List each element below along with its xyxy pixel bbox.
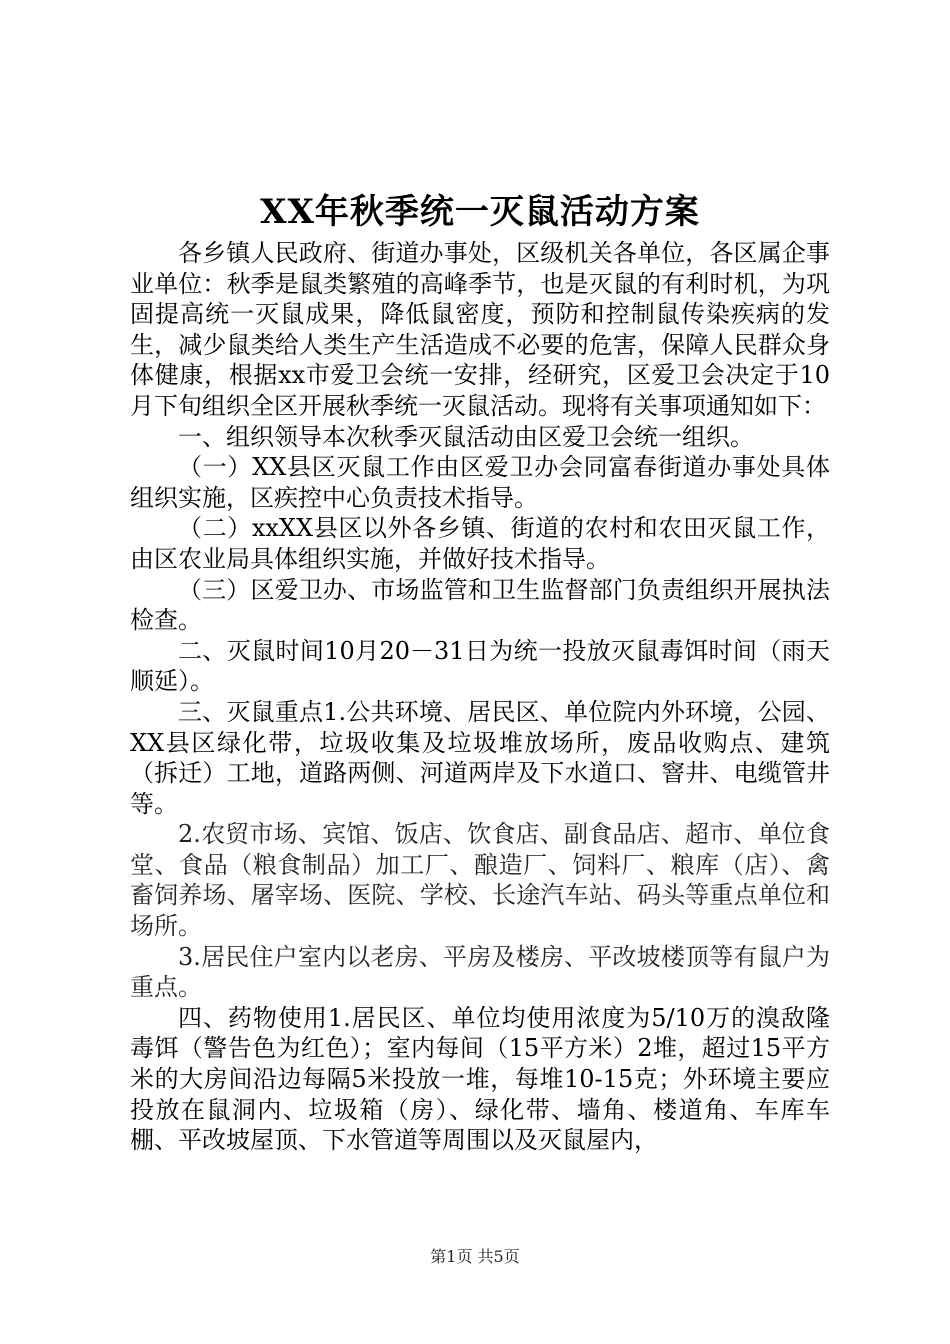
paragraph-section-3-2: 2.农贸市场、宾馆、饭店、饮食店、副食品店、超市、单位食堂、食品（粮食制品）加工厂、酿造厂、饲料厂、粮库（店）、禽畜饲养场、屠宰场、医院、学校、长途汽车站、码头等重点单位和场所。: [130, 820, 830, 941]
document-page: [130, 190, 830, 1156]
page-footer: 第1页 共5页: [430, 1247, 520, 1266]
paragraph-section-1-2: （二）xxXX县区以外各乡镇、街道的农村和农田灭鼠工作，由区农业局具体组织实施，并做好技术指导。: [130, 514, 830, 573]
paragraph-section-3: 三、灭鼠重点1.公共环境、居民区、单位院内外环境，公园、XX县区绿化带，垃圾收集及垃圾堆放场所，废品收购点、建筑（拆迁）工地，道路两侧、河道两岸及下水道口、窨井、电缆管井等。: [130, 697, 830, 818]
paragraph-section-2: 二、灭鼠时间10月20－31日为统一投放灭鼠毒饵时间（雨天顺延）。: [130, 636, 830, 696]
document-title: XX年秋季统一灭鼠活动方案: [260, 192, 700, 232]
paragraph-section-1: 一、组织领导本次秋季灭鼠活动由区爱卫会统一组织。: [178, 422, 754, 451]
paragraph-section-3-3: 3.居民住户室内以老房、平房及楼房、平改坡楼顶等有鼠户为重点。: [130, 942, 830, 1002]
paragraph-section-4: 四、药物使用1.居民区、单位均使用浓度为5/10万的溴敌隆毒饵（警告色为红色）；室内每间（15平方米）2堆，超过15平方米的大房间沿边每隔5米投放一堆，每堆10-15克；外环境主要应投放在鼠洞内、垃圾箱（房）、绿化带、墙角、楼道角、车库车棚、平改坡屋顶、下水管道等周围以及灭鼠屋内，: [130, 1003, 830, 1155]
paragraph-section-1-3: （三）区爱卫办、市场监管和卫生监督部门负责组织开展执法检查。: [130, 575, 830, 635]
paragraph-intro: 各乡镇人民政府、街道办事处，区级机关各单位，各区属企事业单位：秋季是鼠类繁殖的高峰季节，也是灭鼠的有利时机，为巩固提高统一灭鼠成果，降低鼠密度，预防和控制鼠传染疾病的发生，减少鼠类给人类生产生活造成不必要的危害，保障人民群众身体健康，根据xx市爱卫会统一安排，经研究，区爱卫会决定于10月下旬组织全区开展秋季统一灭鼠活动。现将有关事项通知如下：: [130, 239, 830, 420]
paragraph-section-1-1: （一）XX县区灭鼠工作由区爱卫办会同富春街道办事处具体组织实施，区疾控中心负责技术指导。: [130, 453, 830, 512]
